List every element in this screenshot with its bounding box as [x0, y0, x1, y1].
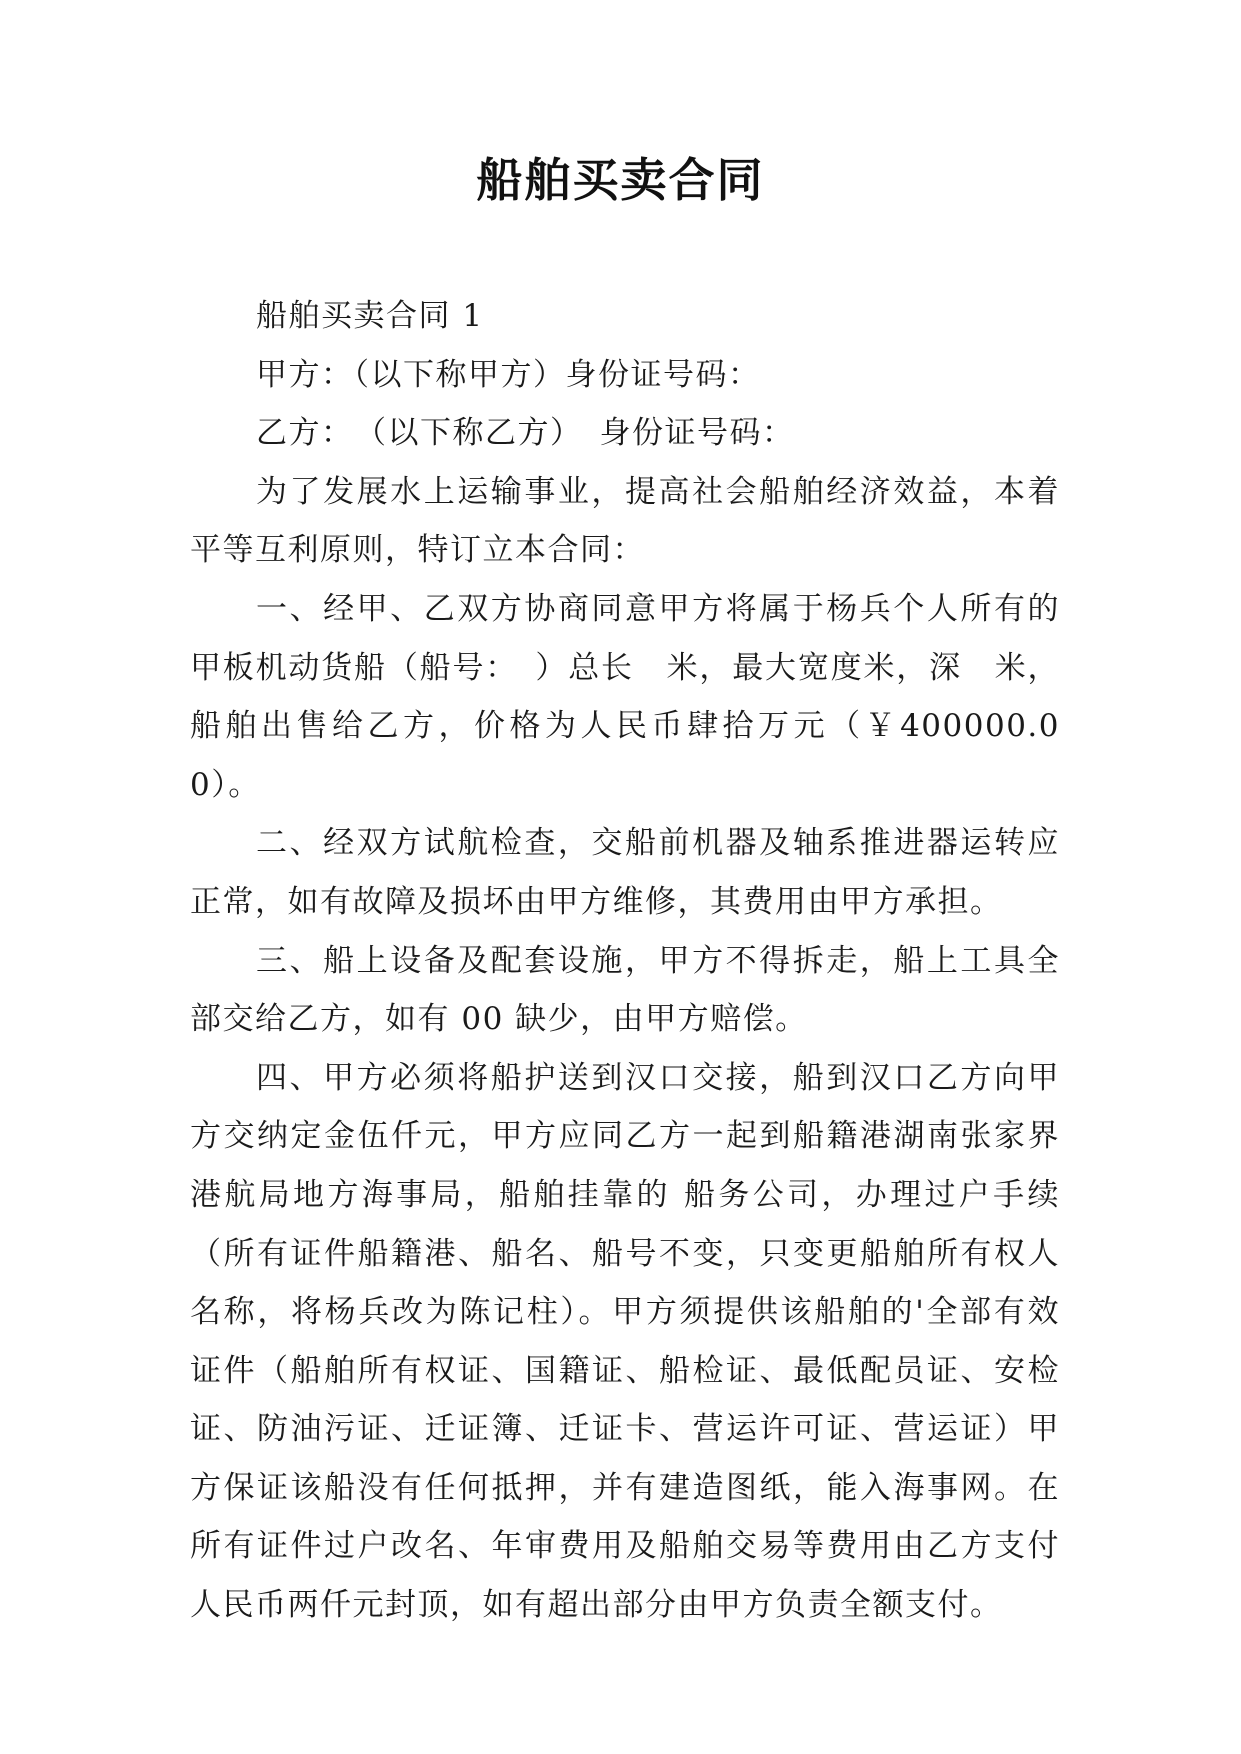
paragraph-party-b: 乙方： （以下称乙方） 身份证号码： [256, 415, 795, 452]
document-body [190, 287, 1060, 1635]
paragraph-party-a: 甲方：（以下称甲方）身份证号码： [256, 356, 761, 393]
paragraph-clause-3: 三、船上设备及配套设施，甲方不得拆走，船上工具全部交给乙方，如有 00 缺少，由甲方赔偿。 [190, 942, 1060, 1038]
paragraph-clause-4: 四、甲方必须将船护送到汉口交接，船到汉口乙方向甲方交纳定金伍仟元，甲方应同乙方一起到船籍港湖南张家界港航局地方海事局，船舶挂靠的 船务公司，办理过户手续（所有证件船籍港、船名、船号不变，只变更船舶所有权人名称，将杨兵改为陈记柱）。甲方须提供该船舶的'全部有效证件（船舶所有权证、国籍证、船检证、最低配员证、安检证、防油污证、迁证簿、迁证卡、营运许可证、营运证）甲方保证该船没有任何抵押，并有建造图纸，能入海事网。在所有证件过户改名、年审费用及船舶交易等费用由乙方支付人民币两仟元封顶，如有超出部分由甲方负责全额支付。 [190, 1059, 1060, 1624]
document-title: 船舶买卖合同 [476, 153, 765, 207]
paragraph-preamble: 为了发展水上运输事业，提高社会船舶经济效益，本着平等互利原则，特订立本合同： [190, 473, 1060, 569]
paragraph-clause-1: 一、经甲、乙双方协商同意甲方将属于杨兵个人所有的甲板机动货船（船号： ）总长 米，最大宽度米，深 米，船舶出售给乙方，价格为人民币肆拾万元（￥400000.00）。 [190, 590, 1060, 803]
paragraph-clause-2: 二、经双方试航检查，交船前机器及轴系推进器运转应正常，如有故障及损坏由甲方维修，其费用由甲方承担。 [190, 825, 1060, 920]
paragraph-heading: 船舶买卖合同 1 [256, 298, 484, 334]
